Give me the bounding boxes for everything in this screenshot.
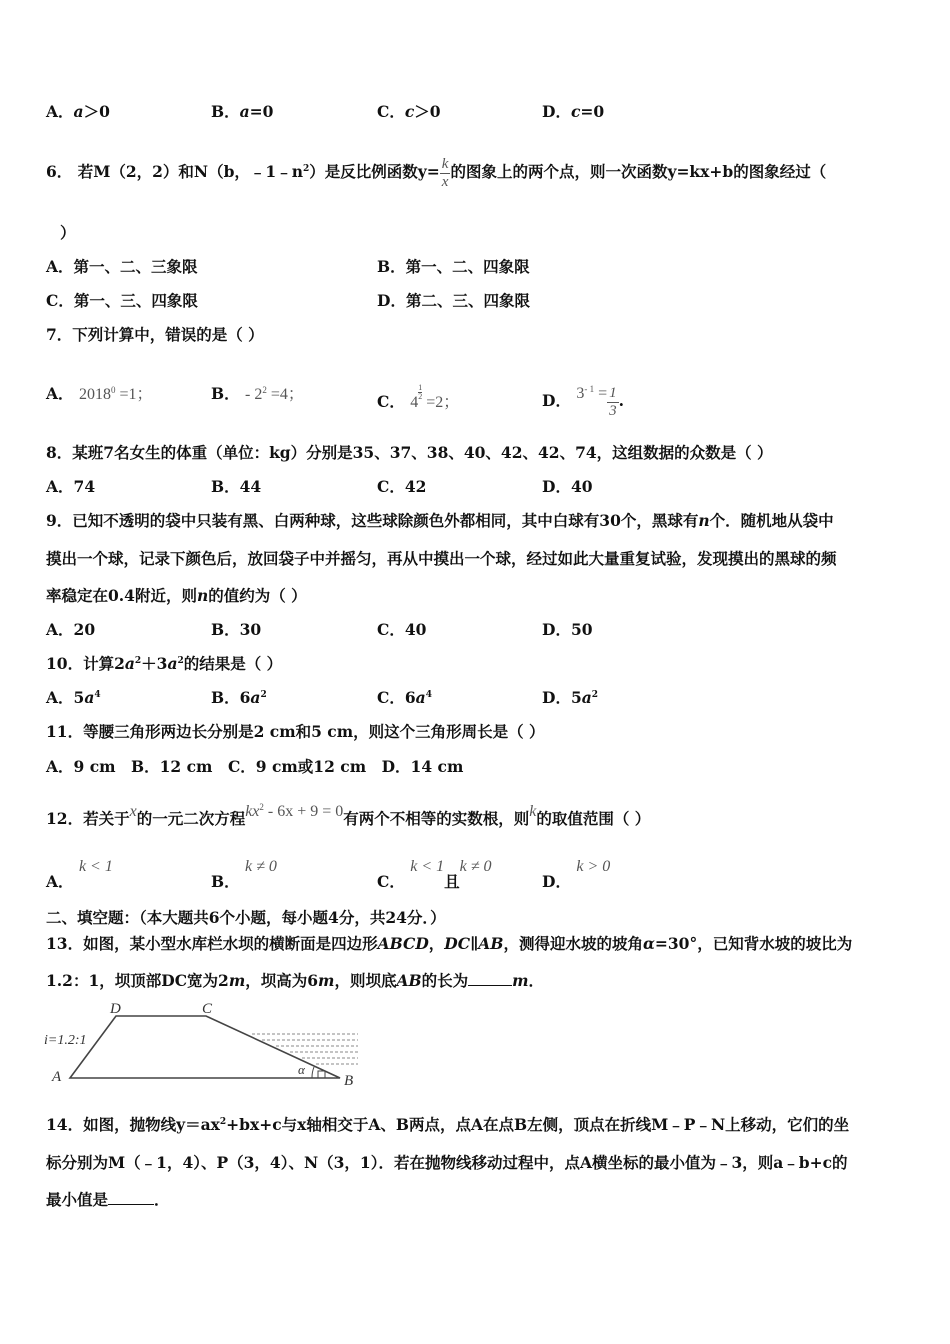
q7-option-d: D． $3^{- 1}$ = $\frac{1}{3}$ . [542,384,625,419]
q12-stem: 12．若关于x的一元二次方程$kx^2 - 6x + 9 = 0$有两个不相等的实数根，则k的取值范围（ ） [46,802,651,828]
q9-option-a: A．20 [46,620,96,639]
label-alpha: α [298,1062,305,1077]
angle-arc [312,1067,314,1078]
q10-option-d: D．$5a^2$ [542,688,599,707]
q13-line-2: 1.2：1，坝顶部DC宽为2m，坝高为6m，则坝底AB的长为 m． [46,971,545,990]
label-slope-ratio: i=1.2:1 [44,1033,87,1048]
q10-option-b: B．$6a^2$ [211,688,267,707]
q12-option-b: B． k ≠ 0 [211,858,277,891]
q10-option-a: A．$5a^4$ [46,688,101,707]
q6-option-c: C．第一、三、四象限 [46,291,198,310]
q13-line-1: 13．如图，某小型水库栏水坝的横断面是四边形ABCD，DC∥AB，测得迎水坡的坡角α=30°，已知背水坡的坡比为 [46,934,853,953]
q12-option-a: A． k < 1 [46,858,113,891]
q10-option-c: C．$6a^4$ [377,688,432,707]
q12-option-d: D． k > 0 [542,858,611,891]
q9-option-b: B．30 [211,620,262,639]
q5-option-a: A．a＞0 [46,102,110,121]
q7-option-c: C． 4 $\frac{1}{2}$ =2； [377,383,460,411]
q14-answer-blank[interactable] [108,1190,154,1205]
q14-line-1: 14．如图，抛物线$y=ax^2+bx+c$与x轴相交于A、B两点，点A在点B左侧，顶点在折线M﹣P﹣N上移动，它们的坐 [46,1115,850,1134]
q10-stem: 10．计算$2a^2+3a^2$的结果是（ ） [46,654,283,673]
q6-stem: 6． 若M（2，2）和N（b，$﹣1﹣n^2$）是反比例函数y= $\frac{k}{x}$ 的图象上的两个点，则一次函数y=kx+b的图象经过（ [46,155,827,190]
q6-option-d: D．第二、三、四象限 [377,291,530,310]
q14-line-3: 最小值是 ． [46,1190,170,1209]
q9-line-2: 摸出一个球，记录下颜色后，放回袋子中并摇匀，再从中摸出一个球，经过如此大量重复试验，发现摸出的黑球的频 [46,549,837,568]
q8-option-b: B．44 [211,477,262,496]
q8-option-c: C．42 [377,477,427,496]
q6-close-paren: ） [60,223,76,242]
right-angle-mark [318,1071,325,1078]
label-a: A [52,1069,62,1085]
q12-option-c: C． k < 1且k ≠ 0 [377,858,492,891]
q9-option-c: C．40 [377,620,427,639]
q9-line-1: 9．已知不透明的袋中只装有黑、白两种球，这些球除颜色外都相同，其中白球有30个，黑球有n个．随机地从袋中 [46,511,834,530]
water-lines [252,1034,358,1064]
fraction-k-over-x: $\frac{k}{x}$ [441,155,449,190]
q7-option-b: B． - $2^2 =4$； [211,384,304,403]
q5-option-c: C．c＞0 [377,102,441,121]
q14-line-2: 标分别为M（﹣1，4）、P（3，4）、N（3，1）．若在抛物线移动过程中，点A横坐标的最小值为﹣3，则a﹣b+c的 [46,1153,848,1172]
q7-stem: 7．下列计算中，错误的是（ ） [46,325,264,344]
label-c: C [202,1001,213,1017]
q8-option-d: D．40 [542,477,593,496]
section-2-heading: 二、填空题：（本大题共6个小题，每小题4分，共24分．） [46,908,446,927]
q13-answer-blank[interactable] [468,971,512,986]
q11-stem: 11．等腰三角形两边长分别是2 cm和5 cm，则这个三角形周长是（ ） [46,722,545,741]
q5-option-b: B．a=0 [211,102,274,121]
q6-option-b: B．第一、二、四象限 [377,257,530,276]
q8-option-a: A．74 [46,477,96,496]
q11-options: A．9 cm B．12 cm C．9 cm或12 cm D．14 cm [46,757,464,776]
q5-option-d: D．c=0 [542,102,605,121]
q8-stem: 8．某班7名女生的体重（单位：kg）分别是35、37、38、40、42、42、74，这组数据的众数是（ ） [46,443,773,462]
q7-option-a: A． $2018^0 =1$； [46,384,153,403]
q9-option-d: D．50 [542,620,593,639]
label-d: D [110,1001,121,1017]
label-b: B [344,1073,354,1089]
q9-line-3: 率稳定在0.4附近，则n的值约为（ ） [46,586,307,605]
q13-dam-figure [40,998,370,1092]
q6-option-a: A．第一、二、三象限 [46,257,198,276]
